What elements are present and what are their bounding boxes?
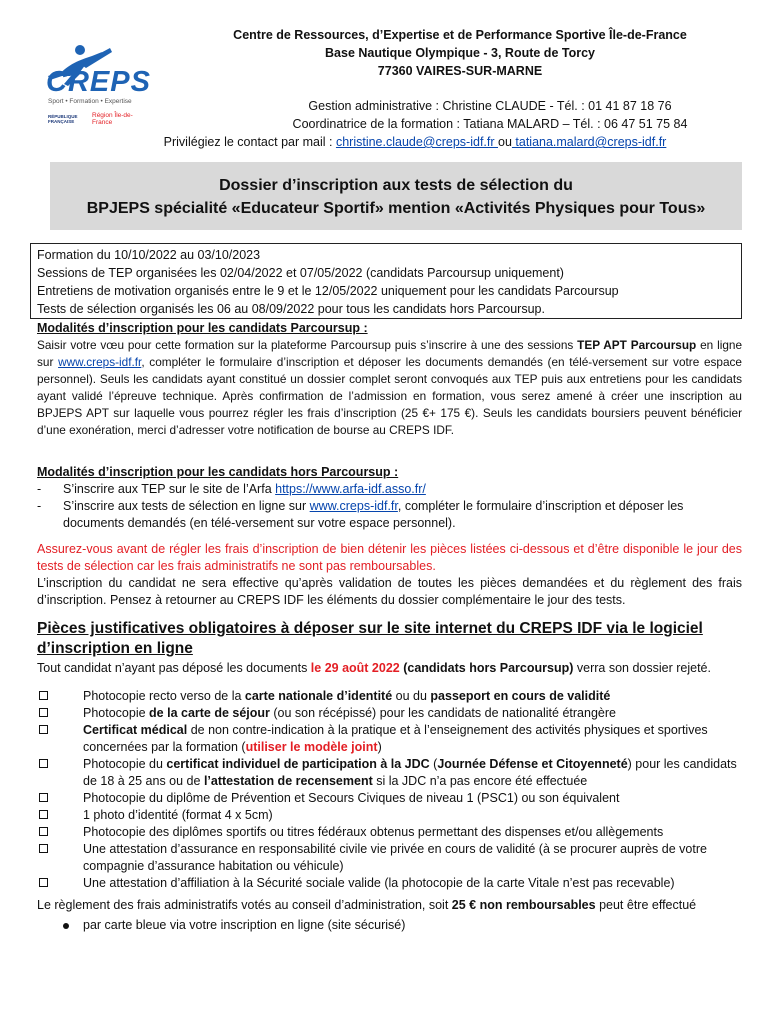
mail-link-malard[interactable]: tatiana.malard@creps-idf.fr <box>511 135 667 149</box>
warning-block <box>37 541 742 609</box>
checklist-item: Photocopie des diplômes sportifs ou titres fédéraux obtenus permettant des dispenses et/ou allègements <box>37 824 742 841</box>
contact-block <box>90 97 740 151</box>
contact-coord: Coordinatrice de la formation : Tatiana MALARD – Tél. : 06 47 51 75 84 <box>292 117 688 131</box>
info-line: Formation du 10/10/2022 au 03/10/2023 <box>37 248 261 262</box>
checkbox-icon <box>39 810 48 819</box>
parcoursup-paragraph: Saisir votre vœu pour cette formation sur la plateforme Parcoursup puis s’inscrire à une des sessions TEP APT Parcoursup en ligne sur www.creps-idf.fr, compléter le formulaire d’inscription et déposer les documents demandés (en télé-versement sur votre espace personnel). Seuls les candidats ayant constitué un dossier complet seront convoqués aux TEP puis aux entretiens pour les candidats ayant validé l’épreuve technique. Après confirmation de l’admission en formation, vous serez amené à créer une inscription au BPJEPS APT sur laquelle vous pourrez régler les frais d’inscription (25 €+ 175 €). Seuls les candidats boursiers peuvent bénéficier d’une exonération, merci d’adresser votre notification de bourse au CREPS IDF. <box>37 338 743 437</box>
checkbox-icon <box>39 827 48 836</box>
title-line-1: Dossier d’inscription aux tests de sélection du <box>219 177 573 194</box>
checklist-item: 1 photo d’identité (format 4 x 5cm) <box>37 807 742 824</box>
org-header <box>180 26 740 80</box>
mail-link-claude[interactable]: christine.claude@creps-idf.fr <box>335 135 499 149</box>
pieces-checklist <box>37 688 742 892</box>
checkbox-icon <box>39 708 48 717</box>
formation-info-box <box>30 243 742 319</box>
bullet-icon <box>63 923 69 929</box>
warning-red: Assurez-vous avant de régler les frais d’inscription de bien détenir les pièces listées ci-dessous et d’être disponible le jour des tests de sélection car les frais administratifs ne sont pas remboursables. <box>37 542 742 573</box>
contact-admin: Gestion administrative : Christine CLAUDE - Tél. : 01 41 87 18 76 <box>308 99 672 113</box>
parcoursup-heading: Modalités d’inscription pour les candidats Parcoursup : <box>37 321 368 335</box>
region-label: Région Île-de-France <box>92 112 133 126</box>
parcoursup-section <box>37 320 742 439</box>
reglement-block <box>37 897 742 934</box>
info-line: Tests de sélection organisés les 06 au 08/09/2022 pour tous les candidats hors Parcoursup. <box>37 302 545 316</box>
logo-name: CREPS <box>46 66 151 98</box>
hors-heading: Modalités d’inscription pour les candidats hors Parcoursup : <box>37 465 399 479</box>
list-item: - S’inscrire aux TEP sur le site de l’Arfa https://www.arfa-idf.asso.fr/ <box>37 482 426 496</box>
checklist-item: Photocopie du diplôme de Prévention et Secours Civiques de niveau 1 (PSC1) ou son équivalent <box>37 790 742 807</box>
pieces-intro: Tout candidat n’ayant pas déposé les documents le 29 août 2022 (candidats hors Parcoursup) verra son dossier rejeté. <box>37 661 711 675</box>
org-city: 77360 VAIRES-SUR-MARNE <box>377 64 543 78</box>
checkbox-icon <box>39 844 48 853</box>
reglement-text: Le règlement des frais administratifs votés au conseil d’administration, soit 25 € non remboursables peut être effectué <box>37 898 697 912</box>
info-line: Entretiens de motivation organisés entre le 9 et le 12/05/2022 uniquement pour les candidats Parcoursup <box>37 284 619 298</box>
list-item: par carte bleue via votre inscription en ligne (site sécurisé) <box>37 917 742 934</box>
warning-note: L’inscription du candidat ne sera effective qu’après validation de toutes les pièces demandées et du règlement des frais d’inscription. Pensez à retourner au CREPS IDF les éléments du dossier complémentaire le jour des tests. <box>37 576 742 607</box>
list-item: - S’inscrire aux tests de sélection en ligne sur www.creps-idf.fr, compléter le formulaire d’inscription et déposer les documents demandés (en télé-versement sur votre espace personnel). <box>37 499 684 530</box>
arfa-link[interactable]: https://www.arfa-idf.asso.fr/ <box>275 482 426 496</box>
checklist-item: Une attestation d’assurance en responsabilité civile vie privée en cours de validité (à se procurer auprès de votre compagnie d’assurance habitation ou véhicule) <box>37 841 742 875</box>
creps-website-link-2[interactable]: www.creps-idf.fr <box>309 499 398 513</box>
contact-mail: Privilégiez le contact par mail : christine.claude@creps-idf.fr ou tatiana.malard@creps-idf.fr <box>163 135 667 149</box>
checklist-item: Photocopie de la carte de séjour (ou son récépissé) pour les candidats de nationalité étrangère <box>37 705 742 722</box>
checklist-item: Photocopie recto verso de la carte nationale d’identité ou du passeport en cours de validité <box>37 688 742 705</box>
checkbox-icon <box>39 878 48 887</box>
checklist-item: Une attestation d’affiliation à la Sécurité sociale valide (la photocopie de la carte Vitale n’est pas recevable) <box>37 875 742 892</box>
logo-tagline: Sport • Formation • Expertise <box>48 98 132 105</box>
checkbox-icon <box>39 725 48 734</box>
checkbox-icon <box>39 759 48 768</box>
checkbox-icon <box>39 691 48 700</box>
document-title <box>50 162 742 230</box>
hors-parcoursup-section <box>37 464 742 532</box>
pieces-heading: Pièces justificatives obligatoires à déposer sur le site internet du CREPS IDF via le logiciel d’inscription en ligne <box>37 620 703 657</box>
checklist-item: Certificat médical de non contre-indication à la pratique et à l’enseignement des activités physiques et sportives concernées par la formation (utiliser le modèle joint) <box>37 722 742 756</box>
title-line-2: BPJEPS spécialité «Educateur Sportif» mention «Activités Physiques pour Tous» <box>86 200 706 217</box>
gov-label: RÉPUBLIQUE FRANÇAISE <box>48 114 78 124</box>
checkbox-icon <box>39 793 48 802</box>
checklist-item: Photocopie du certificat individuel de participation à la JDC (Journée Défense et Citoyenneté) pour les candidats de 18 à 25 ans ou de l’attestation de recensement si la JDC n’a pas encore été effectuée <box>37 756 742 790</box>
creps-website-link[interactable]: www.creps-idf.fr <box>58 355 142 369</box>
org-address: Base Nautique Olympique - 3, Route de Torcy <box>325 46 595 60</box>
info-line: Sessions de TEP organisées les 02/04/2022 et 07/05/2022 (candidats Parcoursup uniquement) <box>37 266 564 280</box>
org-name: Centre de Ressources, d’Expertise et de Performance Sportive Île-de-France <box>233 28 687 42</box>
